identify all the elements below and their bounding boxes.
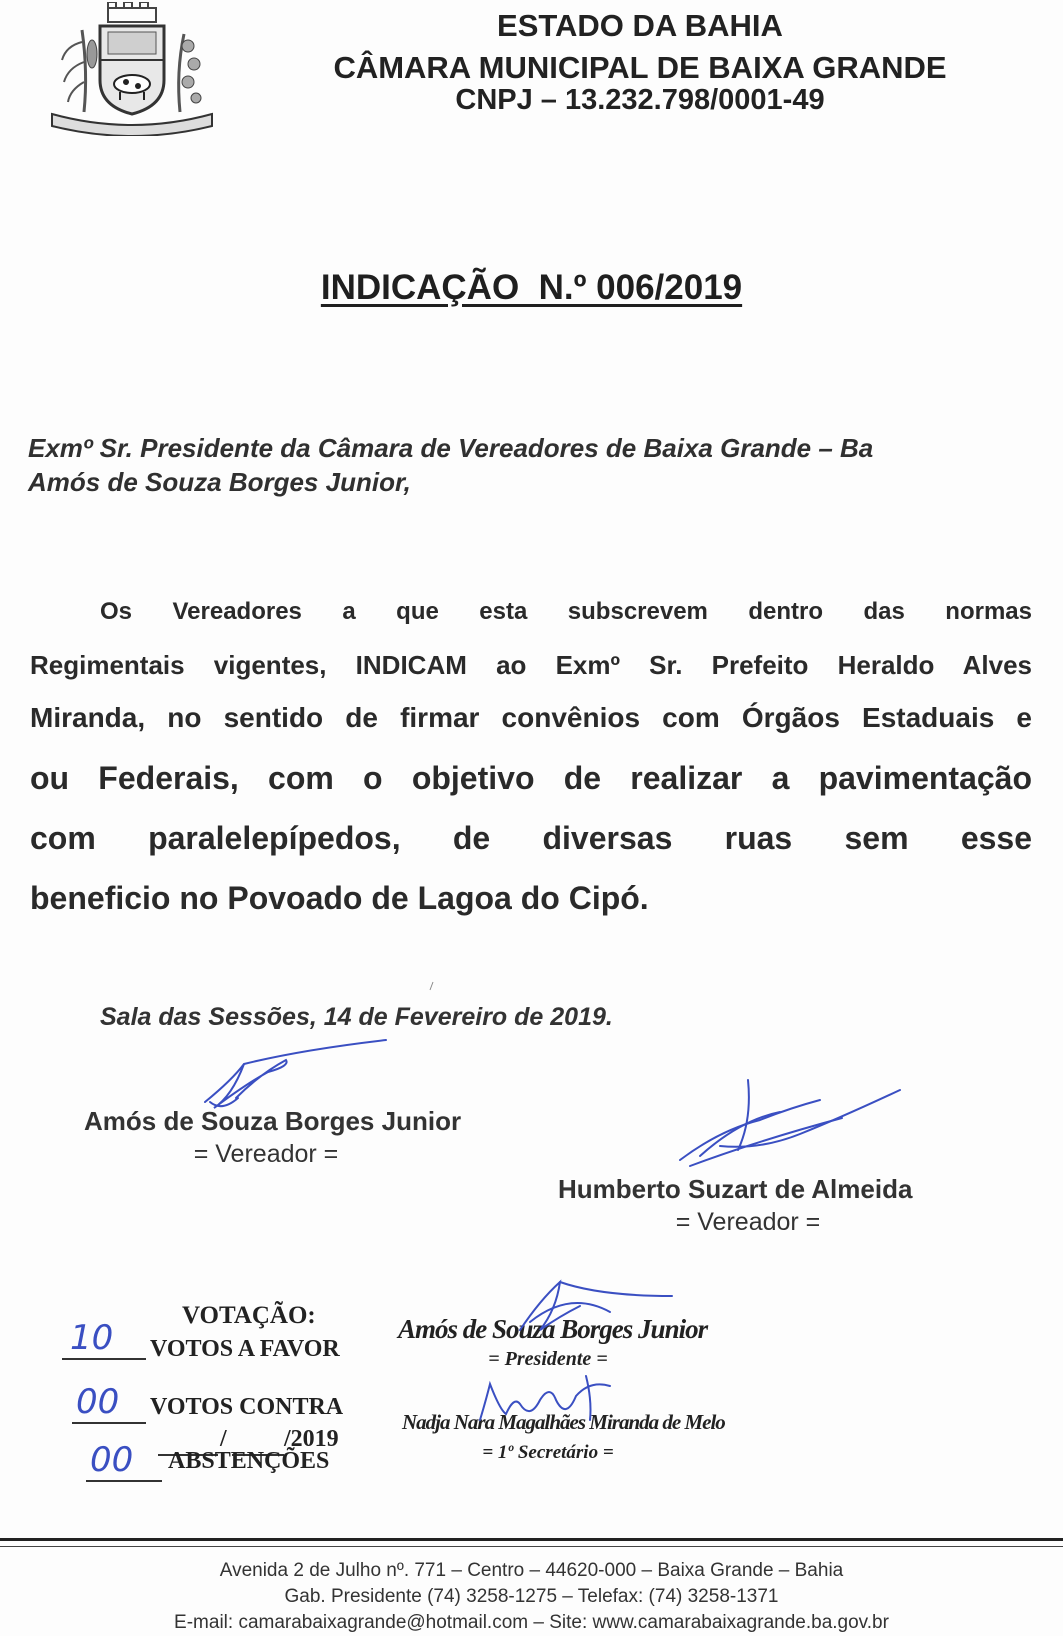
voting-title: VOTAÇÃO: xyxy=(182,1302,316,1329)
date-line: Sala das Sessões, 14 de Fevereiro de 2019. xyxy=(100,1003,613,1031)
footer-address: Avenida 2 de Julho nº. 771 – Centro – 44620-000 – Baixa Grande – Bahia xyxy=(219,1560,844,1581)
body-line-2: Regimentais vigentes, INDICAM ao Exmº Sr. Prefeito Heraldo Alves xyxy=(30,650,1032,680)
municipal-seal-icon xyxy=(48,2,216,136)
header-cnpj: CNPJ – 13.232.798/0001-49 xyxy=(455,84,825,116)
body-line-3: Miranda, no sentido de firmar convênios com Órgãos Estaduais e xyxy=(30,702,1032,733)
signature-humberto-icon xyxy=(680,1080,900,1166)
signatory-2-role: = Vereador = xyxy=(675,1208,821,1236)
votes-favor-handwritten: 10 xyxy=(70,1318,114,1358)
footer-rule-thin xyxy=(0,1546,1063,1547)
body-line-5: com paralelepípedos, de diversas ruas sem esse xyxy=(30,820,1032,856)
header-chamber: CÂMARA MUNICIPAL DE BAIXA GRANDE xyxy=(333,50,947,85)
document-title-text: INDICAÇÃO N.º 006/2019 xyxy=(320,268,743,307)
header-state: ESTADO DA BAHIA xyxy=(497,8,783,43)
footer-phones: Gab. Presidente (74) 3258-1275 – Telefax: (74) 3258-1371 xyxy=(284,1586,779,1607)
addressee-line-1: Exmº Sr. Presidente da Câmara de Vereadores de Baixa Grande – Ba xyxy=(28,433,874,463)
abstentions-handwritten: 00 xyxy=(90,1440,134,1480)
signatory-1-role: = Vereador = xyxy=(193,1140,339,1168)
votes-contra-label: VOTOS CONTRA xyxy=(150,1394,344,1420)
signature-amos-icon xyxy=(205,1040,386,1108)
body-line-1: Os Vereadores a que esta subscrevem dentro das normas xyxy=(100,598,1032,625)
signatory-1-name: Amós de Souza Borges Junior xyxy=(84,1106,462,1136)
votes-favor-underline xyxy=(62,1358,146,1360)
votes-contra-underline xyxy=(72,1422,146,1424)
secretary-role: = 1º Secretário = xyxy=(482,1442,614,1463)
addressee-line-2: Amós de Souza Borges Junior, xyxy=(28,467,411,497)
footer-contact: E-mail: camarabaixagrande@hotmail.com – Site: www.camarabaixagrande.ba.gov.br xyxy=(174,1612,889,1633)
president-name: Amós de Souza Borges Junior xyxy=(398,1314,708,1344)
abstentions-underline xyxy=(86,1480,162,1482)
body-line-6: beneficio no Povoado de Lagoa do Cipó. xyxy=(30,880,649,916)
votes-favor-label: VOTOS A FAVOR xyxy=(150,1336,340,1362)
vote-date-separator: / xyxy=(220,1426,227,1452)
votes-favor-blank xyxy=(62,1318,148,1362)
votes-contra-blank xyxy=(72,1382,152,1426)
secretary-name: Nadja Nara Magalhães Miranda de Melo xyxy=(402,1410,725,1434)
president-role: = Presidente = xyxy=(488,1348,608,1370)
document-title xyxy=(0,268,1063,308)
votes-contra-handwritten: 00 xyxy=(76,1382,120,1422)
body-line-4: ou Federais, com o objetivo de realizar a pavimentação xyxy=(30,760,1032,796)
abstentions-blank xyxy=(86,1440,166,1484)
abstentions-label: ABSTENÇÕES xyxy=(168,1448,330,1474)
speck-mark-icon xyxy=(430,982,433,990)
signatory-2-name: Humberto Suzart de Almeida xyxy=(558,1174,913,1204)
footer-rule-thick xyxy=(0,1538,1063,1541)
vote-year: /2019 xyxy=(284,1426,339,1452)
